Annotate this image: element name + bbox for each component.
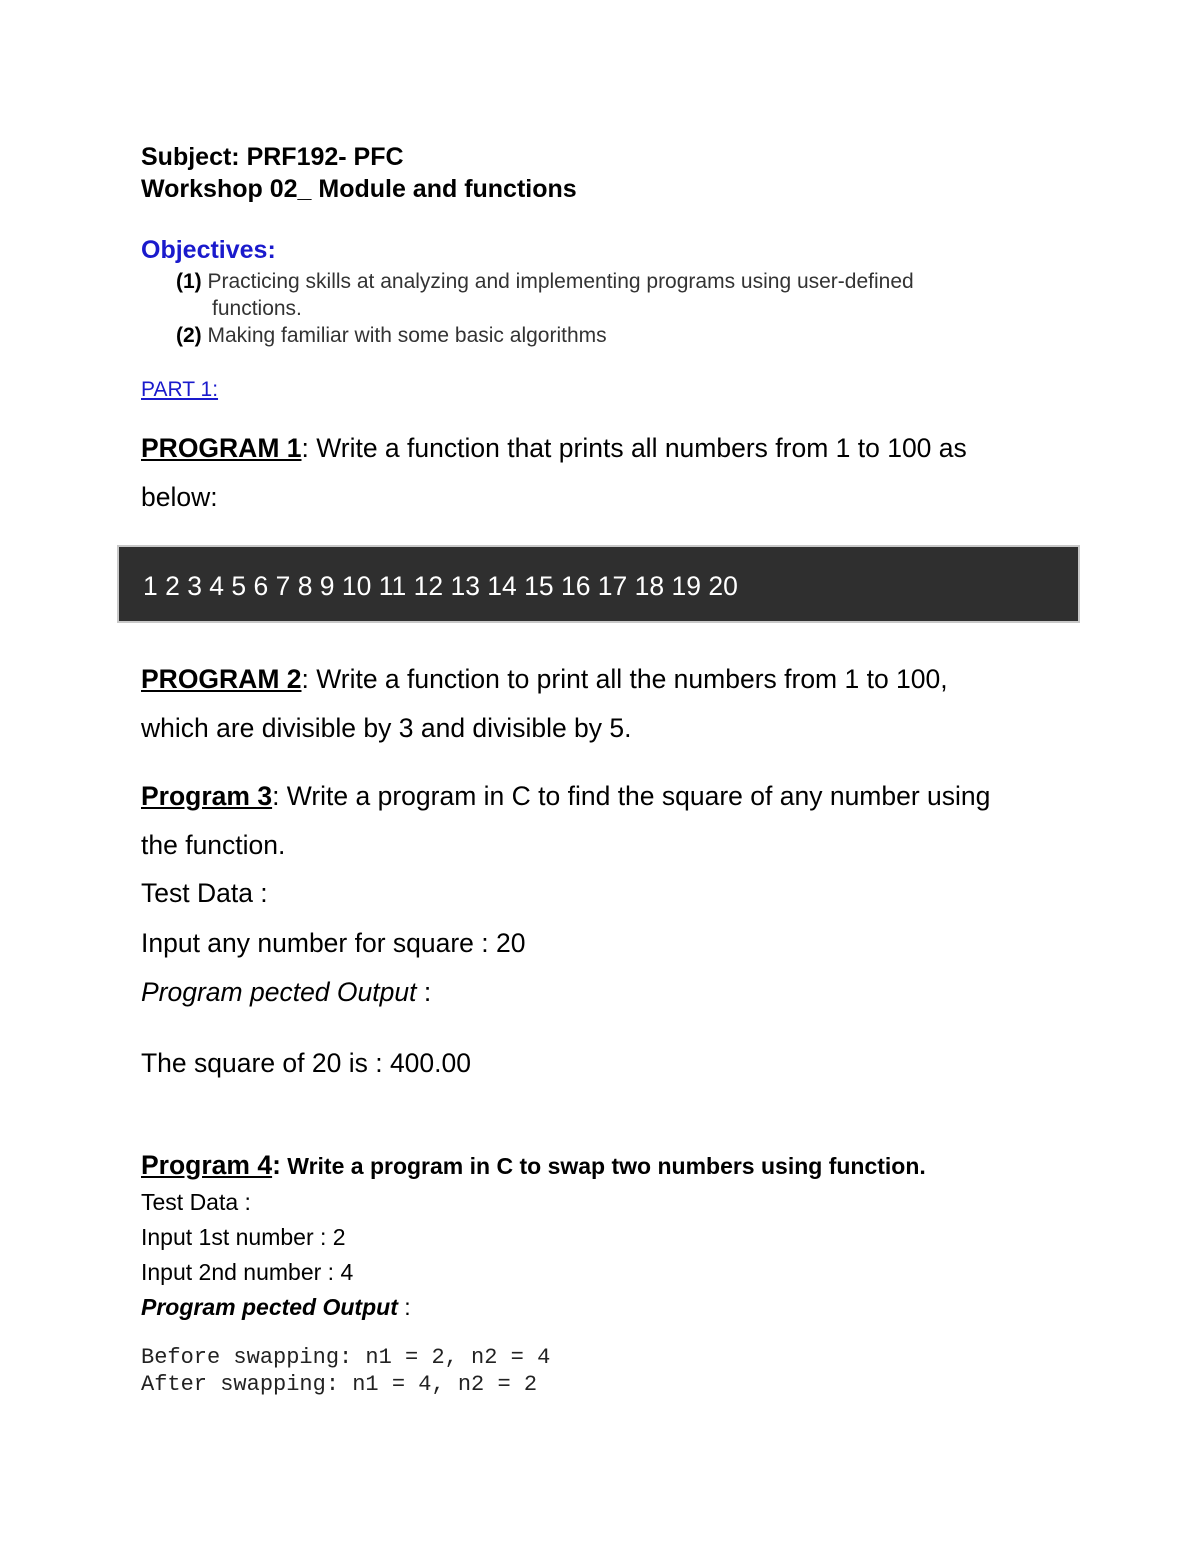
program-4-output-line-2: After swapping: n1 = 4, n2 = 2 [141, 1372, 538, 1397]
program-3-line-2: the function. [141, 830, 286, 860]
program-4-input-1: Input 1st number : 2 [141, 1224, 346, 1250]
program-4-colon: : [272, 1150, 281, 1180]
program-1-line-1 [141, 433, 967, 464]
part-1-heading: PART 1: [141, 378, 219, 401]
objectives-title: Objectives: [141, 236, 276, 264]
program-4-input-2: Input 2nd number : 4 [141, 1259, 354, 1285]
program-1-output-text: 1 2 3 4 5 6 7 8 9 10 11 12 13 14 15 16 17 18 19 20 [143, 571, 738, 601]
program-1-output-box [117, 545, 1080, 623]
program-2-line-1 [141, 664, 948, 695]
workshop-title: Workshop 02_ Module and functions [141, 175, 577, 203]
program-4-label: Program 4 [141, 1150, 273, 1180]
program-3-output: The square of 20 is : 400.00 [141, 1048, 471, 1078]
program-3-test-data: Test Data : [141, 878, 268, 908]
program-1-line-2: below: [141, 482, 218, 512]
objective-item-1-continued: functions. [212, 297, 302, 320]
objective-item-2 [176, 324, 607, 348]
objective-number: (1) [176, 270, 202, 293]
program-2-label: PROGRAM 2 [141, 664, 302, 694]
program-2-line-2: which are divisible by 3 and divisible by 5. [141, 713, 632, 743]
program-3-expected-output-label [141, 977, 431, 1008]
objective-item-1 [176, 270, 914, 294]
program-2-text: : Write a function to print all the numbers from 1 to 100, [301, 664, 948, 694]
subject-heading: Subject: PRF192- PFC [141, 143, 404, 171]
program-3-text: : Write a program in C to find the square of any number using [272, 781, 991, 811]
program-4-line-1 [141, 1150, 926, 1181]
program-4-output-line-1: Before swapping: n1 = 2, n2 = 4 [141, 1345, 551, 1370]
objective-text: Making familiar with some basic algorithms [201, 324, 607, 347]
program-3-label: Program 3 [141, 781, 273, 811]
objective-text: Practicing skills at analyzing and implementing programs using user-defined [201, 270, 914, 293]
program-4-expected-output-label [141, 1294, 411, 1321]
program-1-label: PROGRAM 1 [141, 433, 302, 463]
program-1-text: : Write a function that prints all numbers from 1 to 100 as [301, 433, 967, 463]
program-3-input: Input any number for square : 20 [141, 928, 526, 958]
expected-output-text: Program pected Output [141, 977, 417, 1007]
expected-output-colon: : [397, 1294, 411, 1320]
program-3-line-1 [141, 781, 990, 812]
expected-output-text: Program pected Output [141, 1294, 398, 1320]
expected-output-colon: : [416, 977, 432, 1007]
program-4-test-data: Test Data : [141, 1189, 251, 1215]
program-4-text: Write a program in C to swap two numbers using function. [280, 1153, 926, 1179]
objective-number: (2) [176, 324, 202, 347]
